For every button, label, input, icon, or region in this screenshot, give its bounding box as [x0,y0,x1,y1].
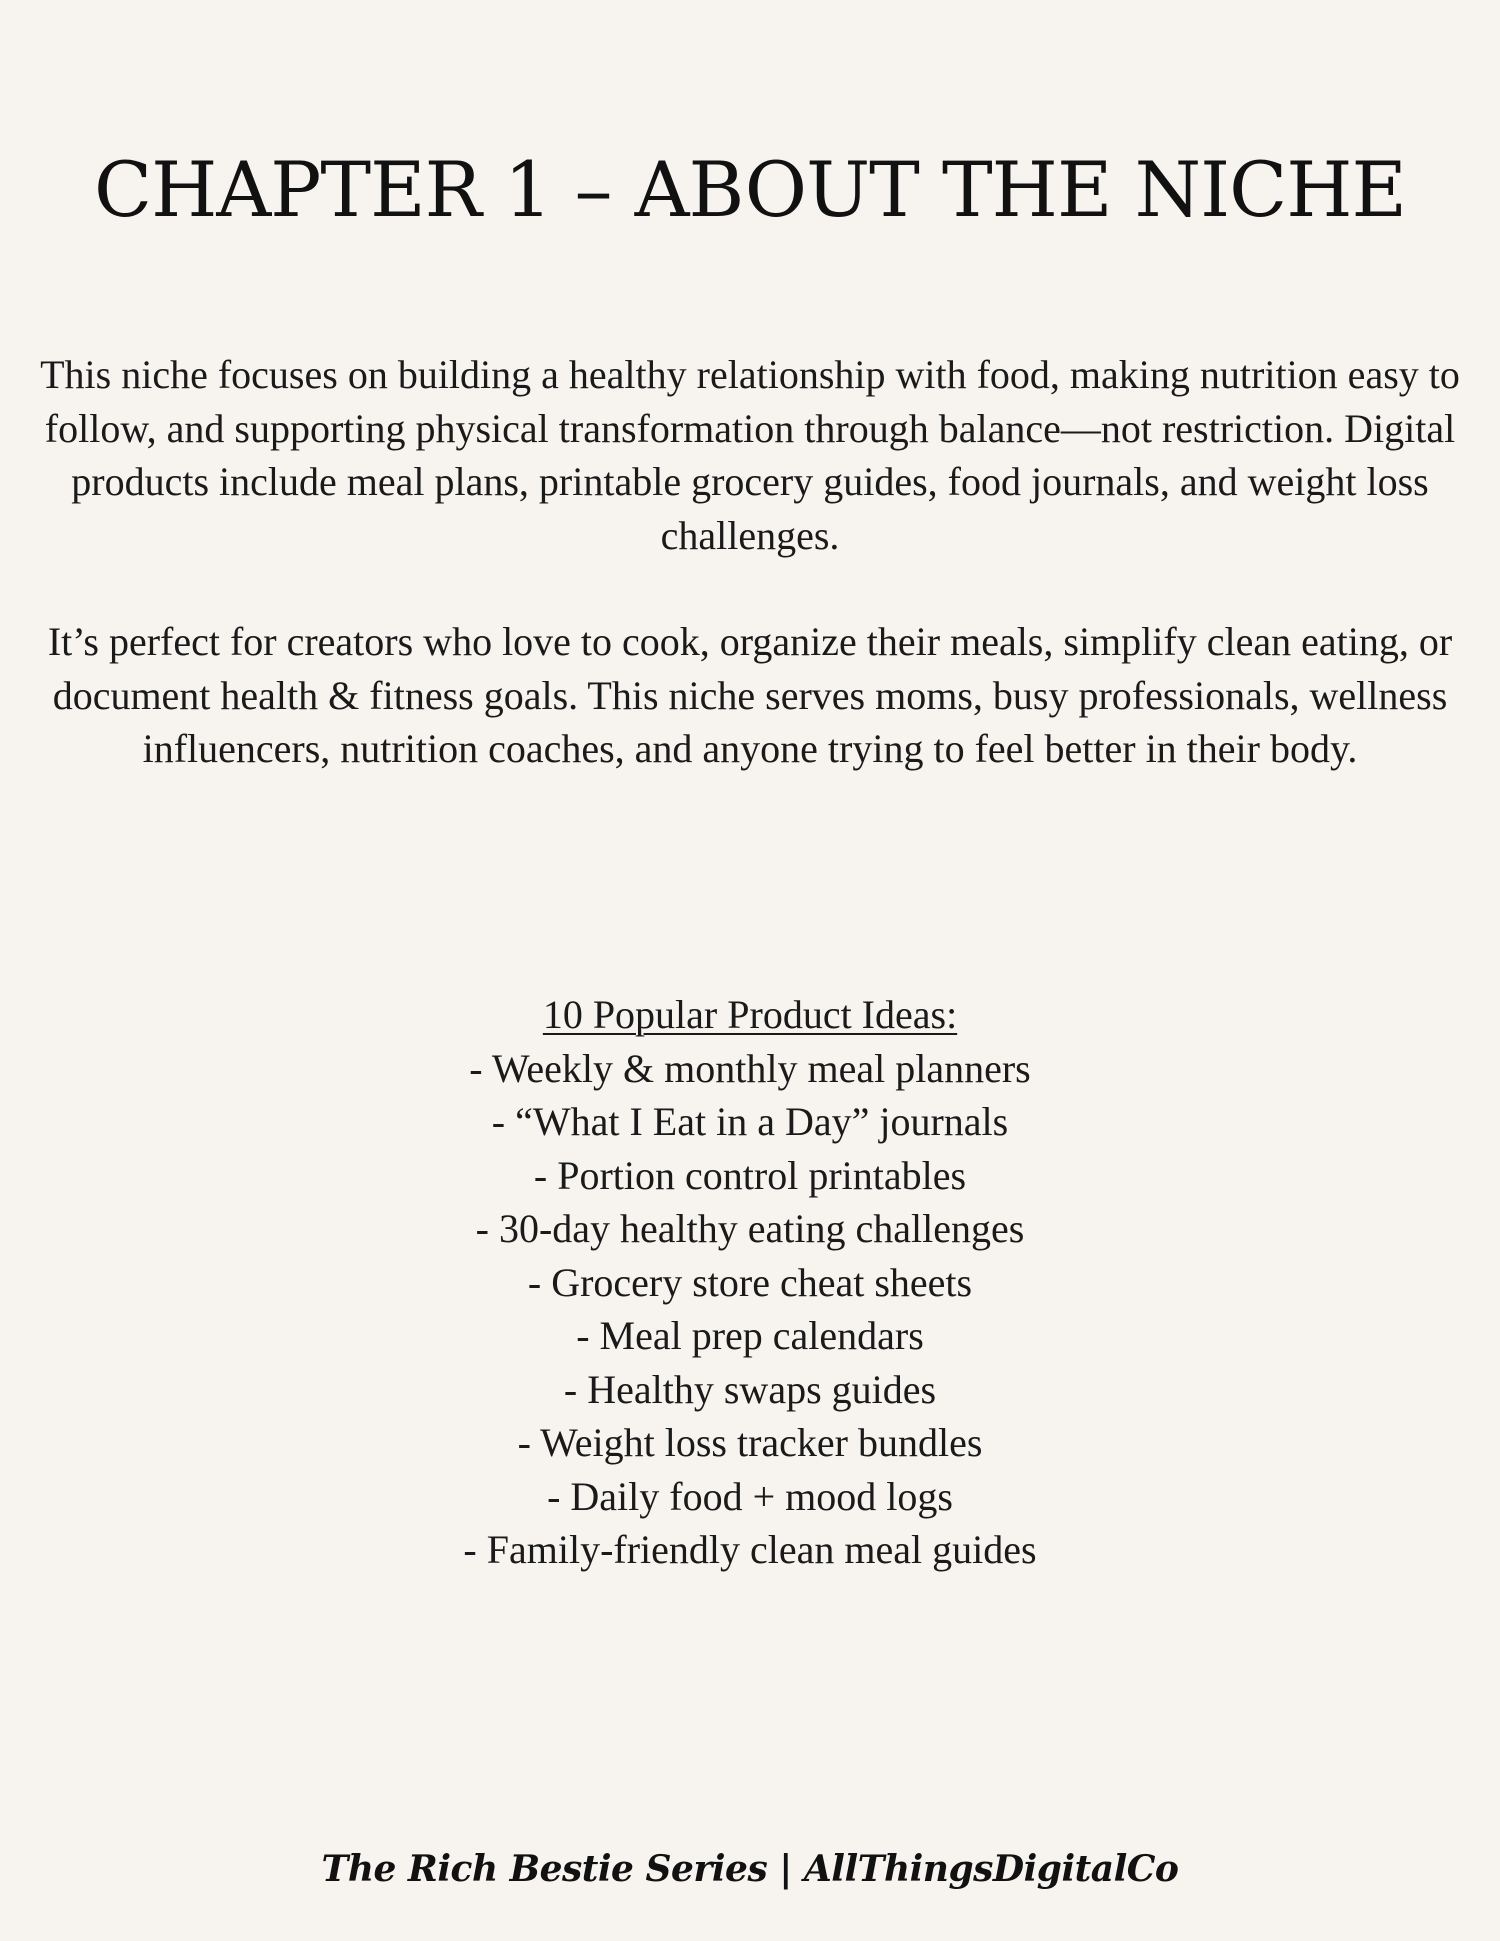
list-item: - Grocery store cheat sheets [527,1259,973,1305]
list-item: - Weekly & monthly meal planners [469,1045,1031,1091]
list-item: - Daily food + mood logs [547,1473,953,1519]
audience-paragraph: It’s perfect for creators who love to cook, organize their meals, simplify clean eating, or document health & fitness goals. This niche serves moms, busy professionals, wellness influencers, nutrition coaches, and anyone trying to feel better in their body. [47,619,1453,771]
list-item: - Meal prep calendars [576,1313,924,1358]
list-item: - Weight loss tracker bundles [517,1420,983,1465]
series-footer: The Rich Bestie Series | AllThingsDigitalCo [321,1848,1179,1890]
list-item: - Portion control printables [533,1152,967,1198]
list-item: - Family-friendly clean meal guides [463,1527,1037,1572]
list-item: - 30-day healthy eating challenges [475,1206,1025,1251]
list-item: - Healthy swaps guides [563,1366,937,1412]
product-ideas-section [0,988,1500,1577]
list-item: - “What I Eat in a Day” journals [491,1099,1009,1144]
product-ideas-heading-row [0,988,1500,1042]
product-ideas-list [0,1042,1500,1577]
intro-paragraph: This niche focuses on building a healthy relationship with food, making nutrition easy to follow, and supporting physical transformation through balance—not restriction. Digital products include meal plans, printable grocery guides, food journals, and weight loss challenges. [40,352,1460,558]
product-ideas-heading: 10 Popular Product Ideas: [542,992,958,1037]
chapter-title: CHAPTER 1 – ABOUT THE NICHE [93,145,1407,234]
